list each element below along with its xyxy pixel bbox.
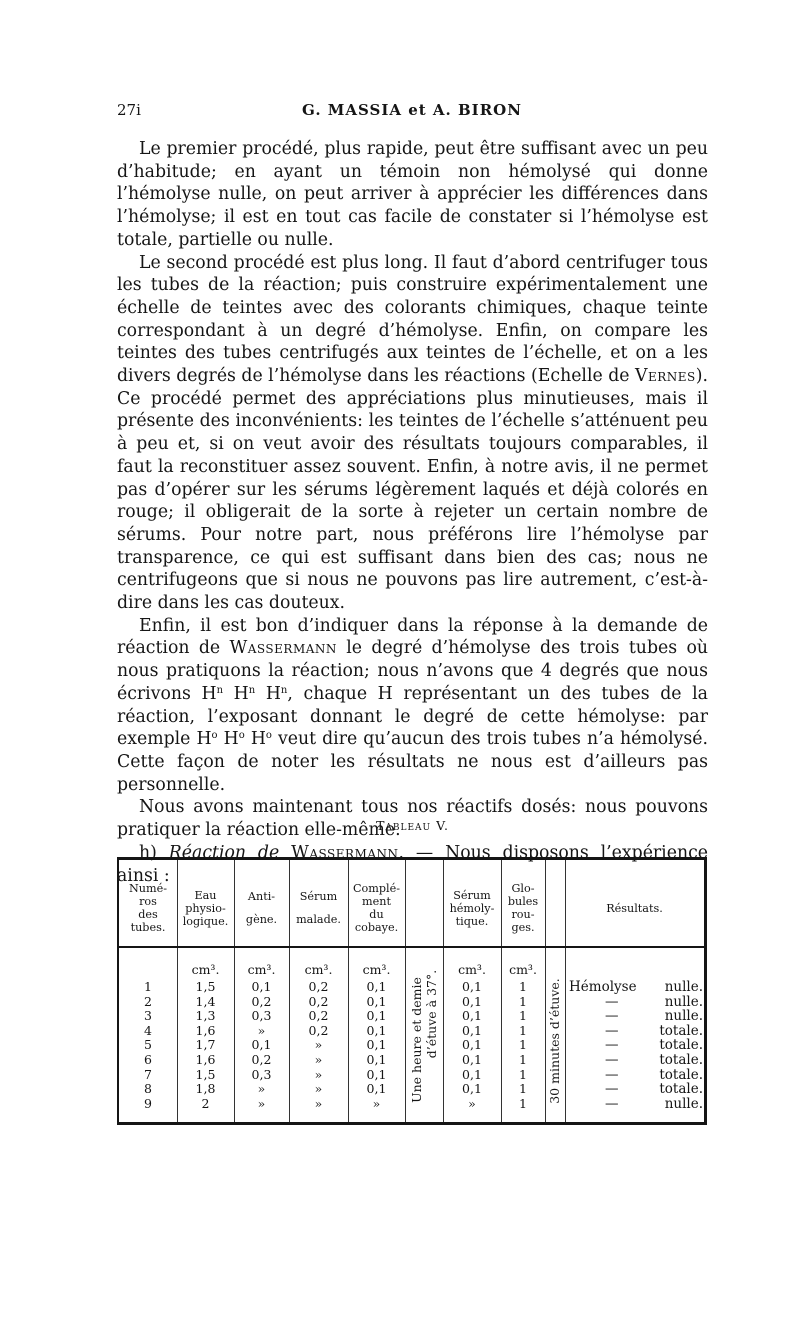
unit-serum-hemolytique: cm³. [458,962,486,977]
cell-eau: 1,6 [195,1022,216,1038]
header-resultats [565,874,704,942]
tube-number: 3 [144,1008,152,1024]
header-line: ges. [511,921,535,934]
header-gap [246,903,277,913]
header-line: Complé- [352,882,401,895]
paragraph-5-text: . — Nous disposons l’expérience ainsi : [117,842,708,886]
header-serum-hemolytique [443,874,501,942]
cell-serum-hemolytique: 0,1 [462,1022,482,1038]
cell-globules: 1 [519,1037,527,1053]
result-word: totale. [659,1051,703,1068]
cell-serum-hemolytique: 0,1 [462,1008,482,1024]
result-word: nulle. [664,979,703,995]
result-prefix: — [605,1095,619,1112]
cell-serum-hemolytique: 0,1 [462,1066,482,1082]
header-complement [348,874,405,942]
header-line: gène. [245,913,278,926]
superscript-o: o [238,730,245,742]
cell-antigene: 0,2 [251,993,272,1009]
header-line: Sérum [299,890,338,903]
header-eau [177,874,234,942]
cell-antigene: 0,3 [251,1066,272,1082]
cell-globules: 1 [519,1008,527,1024]
tube-number: 5 [144,1037,152,1053]
column-result-prefix [569,980,639,1111]
cell-antigene: 0,1 [251,1037,272,1053]
header-line: Sérum [453,888,491,902]
cell-antigene: » [257,1081,266,1097]
result-prefix: — [605,1066,619,1083]
cell-antigene: 0,3 [251,1008,272,1024]
paragraph-2-text-a: Le second procédé est plus long. Il faut d’abord centrifuger tous les tubes de la réaction; puis construire expérimentalement une échelle de teintes avec des colorants chimiques, chaque teinte correspondant à un degré d’hémolyse. Enfin, on compare les teintes des tubes centrifugés aux teintes de l’échelle, et on a les divers degrés de l’hémolyse dans les réactions (Echelle de [117,252,708,387]
page-header [117,101,707,125]
cell-serum-malade: 0,2 [308,979,329,994]
cell-serum-hemolytique: 0,1 [462,1037,482,1053]
cell-serum-malade: » [314,1095,323,1111]
tube-number: 9 [144,1095,152,1111]
cell-eau: 1,7 [195,1037,216,1053]
cell-serum-hemolytique: 0,1 [462,979,482,994]
cell-complement: 0,1 [366,979,387,994]
cell-serum-malade: 0,2 [308,993,329,1009]
cell-complement: 0,1 [366,1066,387,1082]
paragraph-3-text-e: , chaque H représentant un des tubes de la réaction, l’exposant donnant le degré de cette hémolyse: par exemple H [117,683,708,750]
superscript-o: o [265,730,272,742]
result-prefix: Hémolyse [569,979,637,995]
header-numeros [119,874,177,942]
paragraph-3-text-b: le degré d’hémolyse des trois tubes où nous pratiquons la réaction; nous n’avons que 4 degrés que nous écrivons H [117,638,708,704]
column-serum-hemolytique [443,980,501,1111]
header-line: tique. [455,914,489,928]
unit-complement: cm³. [362,962,391,977]
tube-number: 2 [144,993,152,1009]
cell-eau: 1,5 [195,979,216,994]
header-line: logique. [182,914,229,928]
cell-eau: 1,8 [195,1081,216,1097]
cell-complement: 0,1 [366,1022,387,1038]
body-text [117,138,708,887]
unit-serum-malade: cm³. [304,962,333,977]
header-line: malade. [296,913,341,926]
header-rule [119,946,704,948]
cell-complement: 0,1 [366,1081,387,1097]
column-divider [545,860,546,1122]
cell-complement: 0,1 [366,1008,387,1024]
paragraph-3-text-h: veut dire qu’aucun des trois tubes n’a hémolysé. Cette façon de noter les résultats ne nous est d’ailleurs pas personnelle. [117,729,708,795]
header-antigene [234,874,289,942]
cell-eau: 1,4 [195,993,216,1009]
cell-globules: 1 [519,1066,527,1082]
header-line: Anti- [247,890,276,903]
paragraph-2-text-b: ). Ce procédé permet des appréciations plus minutieuses, mais il présente des inconvénients: les teintes de l’échelle s’atténuent peu à peu et, si on veut avoir des résultats toujours comparables, il faut la reconstituer assez souvent. Enfin, à notre avis, il ne permet pas d’opérer sur les sérums légèrement laqués et déjà colorés en rouge; il obligerait de la sorte à rejeter un certain nombre de sérums. Pour notre part, nous préférons lire l’hémolyse par transparence, ce qui est suffisant dans bien des cas; nous ne centrifugeons que si nous ne pouvons pas lire autrement, c’est-à-dire dans les cas douteux. [117,366,709,614]
result-word: nulle. [664,1008,703,1025]
cell-serum-hemolytique: 0,1 [462,1081,482,1097]
data-table [117,857,707,1125]
header-serum-malade [289,874,348,942]
paragraph-1: Le premier procédé, plus rapide, peut être suffisant avec un peu d’habitude; en ayant un témoin non hémolysé qui donne l’hémolyse nulle, on peut arriver à apprécier les différences dans l’hémolyse; il est en tout cas facile de constater si l’hémolyse est totale, partielle ou nulle. [117,139,708,250]
header-globules [501,874,545,942]
author-name-wassermann-2: Wassermann [291,842,399,863]
cell-complement: » [372,1095,381,1111]
header-line: Glo- [511,882,535,895]
cell-globules: 1 [519,1095,527,1111]
column-antigene [234,980,289,1111]
paragraph-3 [117,615,708,797]
cell-serum-malade: » [314,1037,323,1053]
superscript-n: n [280,684,288,696]
cell-antigene: 0,1 [251,979,272,994]
cell-serum-malade: » [314,1066,323,1082]
header-line: ros [139,895,157,908]
section-label: h) [139,842,169,863]
header-line: Numé- [128,882,167,895]
section-title-italic: Réaction de [168,842,292,863]
result-word: totale. [659,1066,703,1083]
author-name-wassermann: Wassermann [229,638,337,659]
page-number: 27і [117,101,141,119]
result-prefix: — [605,1081,619,1098]
cell-serum-hemolytique: 0,1 [462,993,482,1009]
tube-number: 6 [144,1051,152,1067]
cell-globules: 1 [519,1022,527,1038]
paragraph-4: Nous avons maintenant tous nos réactifs dosés: nous pouvons pratiquer la réaction elle-même. [117,797,708,841]
column-serum-malade [289,980,348,1111]
column-divider [405,860,406,1122]
column-eau [177,980,234,1111]
cell-serum-malade: » [314,1051,323,1067]
cell-eau: 1,3 [195,1008,216,1024]
unit-eau: cm³. [191,962,220,977]
cell-antigene: » [257,1095,266,1111]
result-word: nulle. [664,1095,703,1112]
header-line: hémoly- [449,901,495,915]
cell-globules: 1 [519,979,527,994]
header-line: cobaye. [354,921,399,934]
header-line: tubes. [130,921,166,934]
cell-serum-malade: » [314,1081,323,1097]
unit-antigene: cm³. [247,962,276,977]
header-line: des [138,908,158,921]
header-line: physio- [185,901,226,915]
paragraph-3-h3: H [255,683,281,704]
paragraph-3-h6: H [244,729,266,750]
column-tube [119,980,177,1111]
paragraph-3-h2: H [223,683,249,704]
unit-globules: cm³. [509,962,537,977]
result-word: totale. [659,1022,703,1039]
header-line: du [369,908,384,921]
cell-serum-malade: 0,2 [308,1008,329,1024]
cell-serum-malade: 0,2 [308,1022,329,1038]
cell-globules: 1 [519,1051,527,1067]
header-gap [296,903,341,913]
cell-eau: 1,5 [195,1066,216,1082]
superscript-o: o [211,730,218,742]
column-globules [501,980,545,1111]
result-word: nulle. [664,993,703,1010]
cell-serum-hemolytique: » [468,1095,476,1111]
tube-number: 8 [144,1081,152,1097]
tube-number: 1 [144,979,152,994]
running-head: G. MASSIA et A. BIRON [302,101,522,119]
vertical-incubation-3: 30 minutes d’étuve. [547,978,562,1104]
cell-antigene: » [257,1022,266,1038]
cell-complement: 0,1 [366,1037,387,1053]
tube-number: 4 [144,1022,152,1038]
paragraph-2 [117,252,708,615]
result-word: totale. [659,1037,703,1054]
superscript-n: n [216,684,224,696]
result-prefix: — [605,1022,619,1039]
column-complement [348,980,405,1111]
cell-complement: 0,1 [366,993,387,1009]
cell-complement: 0,1 [366,1051,387,1067]
header-line: Résultats. [606,901,663,915]
result-word: totale. [659,1081,703,1098]
vertical-incubation-1: Une heure et demie [409,977,424,1103]
superscript-n: n [248,684,256,696]
table-caption: Tableau V. [376,818,449,833]
result-prefix: — [605,1037,619,1054]
result-prefix: — [605,1008,619,1025]
cell-globules: 1 [519,1081,527,1097]
header-line: ment [362,895,391,908]
header-line: rou- [511,908,535,921]
result-prefix: — [605,993,619,1010]
cell-eau: 1,6 [195,1051,216,1067]
paragraph-3-text-a: Enfin, il est bon d’indiquer dans la réponse à la demande de réaction de [117,615,708,659]
cell-eau: 2 [201,1095,210,1111]
header-line: bules [507,895,539,908]
vertical-incubation-2: d’étuve à 37°. [424,969,439,1059]
column-result-word [639,980,703,1111]
paragraph-3-h5: H [217,729,239,750]
author-name-vernes: Vernes [635,366,696,387]
cell-antigene: 0,2 [251,1051,272,1067]
cell-serum-hemolytique: 0,1 [462,1051,482,1067]
tube-number: 7 [144,1066,152,1082]
cell-globules: 1 [519,993,527,1009]
result-prefix: — [605,1051,619,1068]
header-line: Eau [194,888,217,902]
